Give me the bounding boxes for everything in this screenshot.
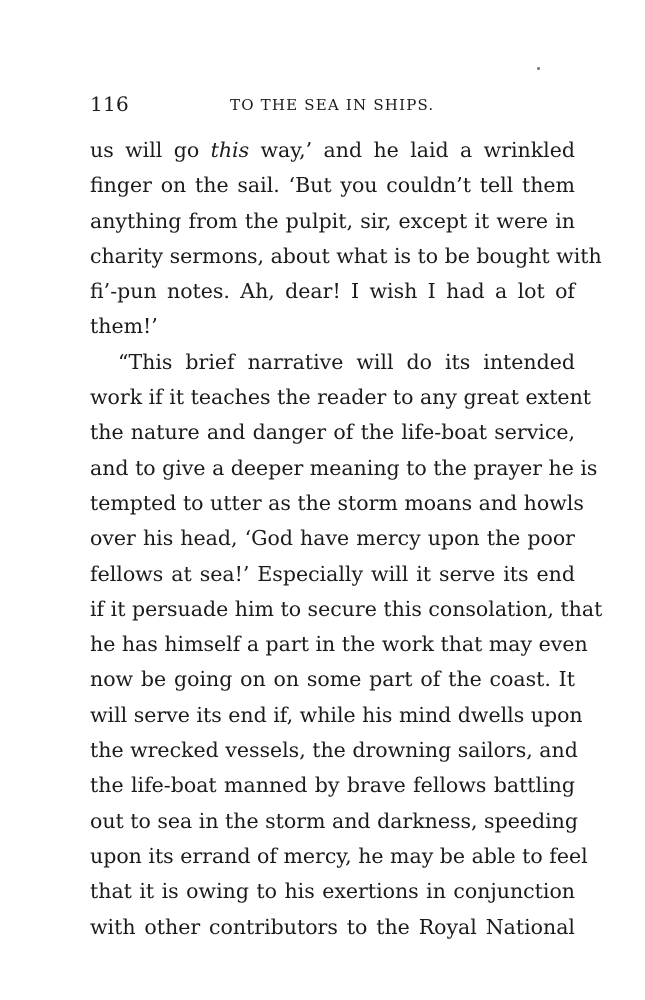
text-line: fellows at sea!’ Especially will it serve its end: [90, 561, 575, 586]
text-line: the life-boat manned by brave fellows battling: [90, 773, 575, 798]
text-line: “This brief narrative will do its intended: [118, 349, 575, 374]
text-line: [90, 133, 575, 168]
text-line: work if it teaches the reader to any great extent: [90, 385, 592, 410]
text-line: tempted to utter as the storm moans and howls: [90, 490, 584, 515]
text-line: over his head, ‘God have mercy upon the poor: [90, 526, 575, 551]
text-line: charity sermons, about what is to be bought with: [90, 243, 602, 268]
text-line: the nature and danger of the life-boat service,: [90, 420, 575, 445]
text-segment: us will go: [90, 138, 211, 162]
text-line: if it persuade him to secure this consolation, that: [90, 596, 603, 621]
text-line: now be going on on some part of the coast. It: [90, 667, 575, 692]
text-line: the wrecked vessels, the drowning sailors, and: [90, 738, 578, 763]
text-segment: way,’ and he laid a wrinkled: [249, 138, 575, 162]
text-line: that it is owing to his exertions in conjunction: [90, 879, 575, 904]
page-number: 116: [90, 92, 130, 116]
text-line: and to give a deeper meaning to the prayer he is: [90, 455, 598, 480]
text-line: them!’: [90, 314, 158, 339]
text-line: fi’-pun notes. Ah, dear! I wish I had a lot of: [90, 279, 575, 304]
text-line: finger on the sail. ‘But you couldn’t tell them: [90, 173, 575, 198]
page-header: [90, 92, 575, 122]
emphasized-word: this: [210, 138, 250, 162]
text-line: will serve its end if, while his mind dwells upon: [90, 702, 583, 727]
text-line: anything from the pulpit, sir, except it were in: [90, 208, 575, 233]
running-head: TO THE SEA IN SHIPS.: [230, 96, 435, 114]
text-line: he has himself a part in the work that may even: [90, 632, 588, 657]
page-speck: [537, 67, 540, 70]
text-line: upon its errand of mercy, he may be able to feel: [90, 843, 588, 868]
text-line: out to sea in the storm and darkness, speeding: [90, 808, 578, 833]
body-text: [90, 133, 603, 945]
text-line: with other contributors to the Royal National: [90, 914, 575, 939]
